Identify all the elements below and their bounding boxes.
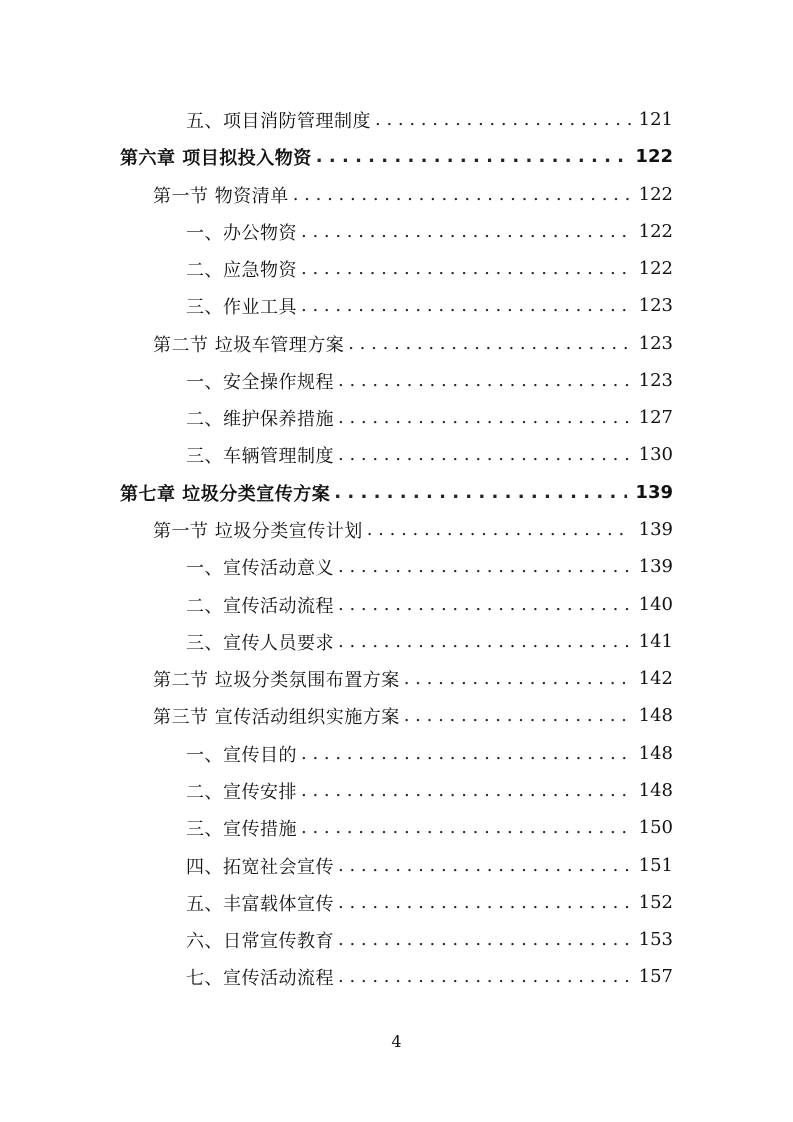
dot-leader: [404, 705, 631, 727]
dot-leader: [338, 631, 631, 653]
toc-entry[interactable]: [186, 772, 673, 809]
dot-leader: [338, 444, 631, 466]
toc-entry-label: 第二节 垃圾分类氛围布置方案: [153, 669, 400, 691]
toc-entry[interactable]: [186, 735, 673, 772]
toc-section-entry[interactable]: [153, 697, 673, 734]
toc-entry-page: 151: [638, 855, 673, 876]
dot-leader: [338, 594, 631, 616]
toc-entry-page: 148: [638, 743, 673, 764]
toc-entry-label: 三、作业工具: [186, 296, 297, 318]
toc-entry-label: 三、宣传人员要求: [186, 632, 334, 654]
toc-section-entry[interactable]: [153, 511, 673, 548]
toc-entry-page: 157: [638, 966, 673, 987]
toc-entry-page: 130: [638, 444, 673, 465]
toc-section-entry[interactable]: [153, 176, 673, 213]
dot-leader: [301, 295, 631, 317]
dot-leader: [338, 929, 631, 951]
toc-entry[interactable]: [186, 548, 673, 585]
dot-leader: [348, 333, 630, 355]
dot-leader: [375, 109, 631, 131]
page-number-footer: 4: [391, 1032, 402, 1051]
toc-entry-page: 148: [638, 705, 673, 726]
toc-entry-page: 141: [638, 631, 673, 652]
toc-entry[interactable]: [186, 921, 673, 958]
dot-leader: [301, 221, 631, 243]
toc-entry-page: 142: [638, 668, 673, 689]
toc-entry-label: 第一节 垃圾分类宣传计划: [153, 520, 363, 542]
toc-entry[interactable]: [186, 958, 673, 995]
toc-entry-label: 第三节 宣传活动组织实施方案: [153, 706, 400, 728]
dot-leader: [338, 370, 631, 392]
toc-section-entry[interactable]: [153, 325, 673, 362]
toc-entry-page: 139: [635, 482, 673, 503]
toc-entry-label: 第二节 垃圾车管理方案: [153, 334, 345, 356]
dot-leader: [301, 743, 631, 765]
dot-leader: [301, 780, 631, 802]
toc-entry-page: 139: [638, 556, 673, 577]
toc-entry-page: 122: [638, 221, 673, 242]
toc-entry-label: 第七章 垃圾分类宣传方案: [120, 483, 331, 505]
toc-entry[interactable]: [186, 809, 673, 846]
dot-leader: [338, 407, 631, 429]
toc-entry-page: 152: [638, 892, 673, 913]
toc-entry-page: 153: [638, 929, 673, 950]
toc-entry-page: 123: [638, 333, 673, 354]
toc-entry-label: 二、维护保养措施: [186, 408, 334, 430]
toc-entry-label: 五、丰富载体宣传: [186, 893, 334, 915]
dot-leader: [293, 184, 631, 206]
toc-entry-label: 一、宣传活动意义: [186, 557, 334, 579]
dot-leader: [338, 556, 631, 578]
toc-entry-label: 六、日常宣传教育: [186, 930, 334, 952]
dot-leader: [334, 482, 627, 504]
dot-leader: [338, 892, 631, 914]
toc-entry[interactable]: [186, 847, 673, 884]
toc-entry-label: 第一节 物资清单: [153, 185, 289, 207]
toc-entry-label: 第六章 项目拟投入物资: [120, 147, 312, 169]
toc-entry[interactable]: [186, 101, 673, 138]
dot-leader: [338, 855, 631, 877]
toc-entry-label: 五、项目消防管理制度: [186, 110, 371, 132]
dot-leader: [367, 519, 631, 541]
toc-entry-label: 二、宣传安排: [186, 781, 297, 803]
toc-chapter-entry[interactable]: [120, 474, 673, 511]
dot-leader: [316, 146, 628, 168]
toc-chapter-entry[interactable]: [120, 138, 673, 175]
toc-section-entry[interactable]: [153, 660, 673, 697]
dot-leader: [338, 966, 631, 988]
dot-leader: [301, 258, 631, 280]
toc-entry-page: 139: [638, 519, 673, 540]
toc-entry-label: 三、宣传措施: [186, 818, 297, 840]
toc-entry-page: 150: [638, 817, 673, 838]
toc-entry-label: 二、宣传活动流程: [186, 595, 334, 617]
toc-entry[interactable]: [186, 623, 673, 660]
toc-entry-label: 四、拓宽社会宣传: [186, 856, 334, 878]
toc-entry[interactable]: [186, 287, 673, 324]
toc-entry[interactable]: [186, 586, 673, 623]
toc-entry-page: 122: [638, 258, 673, 279]
toc-entry-page: 123: [638, 370, 673, 391]
toc-entry-page: 121: [638, 109, 673, 130]
toc-entry-page: 122: [635, 146, 673, 167]
toc-entry-page: 123: [638, 295, 673, 316]
toc-entry-page: 122: [638, 184, 673, 205]
toc-entry[interactable]: [186, 884, 673, 921]
dot-leader: [301, 817, 631, 839]
toc-entry-label: 三、车辆管理制度: [186, 445, 334, 467]
toc-entry[interactable]: [186, 399, 673, 436]
toc-entry-label: 一、宣传目的: [186, 744, 297, 766]
toc-entry-label: 七、宣传活动流程: [186, 967, 334, 989]
toc-entry[interactable]: [186, 250, 673, 287]
toc-entry-page: 148: [638, 780, 673, 801]
toc-entry-page: 127: [638, 407, 673, 428]
toc-entry-label: 一、办公物资: [186, 222, 297, 244]
toc-entry[interactable]: [186, 213, 673, 250]
toc-entry[interactable]: [186, 362, 673, 399]
toc-entry-label: 一、安全操作规程: [186, 371, 334, 393]
toc-entry-page: 140: [638, 594, 673, 615]
dot-leader: [404, 668, 631, 690]
toc-entry[interactable]: [186, 436, 673, 473]
toc-entry-label: 二、应急物资: [186, 259, 297, 281]
